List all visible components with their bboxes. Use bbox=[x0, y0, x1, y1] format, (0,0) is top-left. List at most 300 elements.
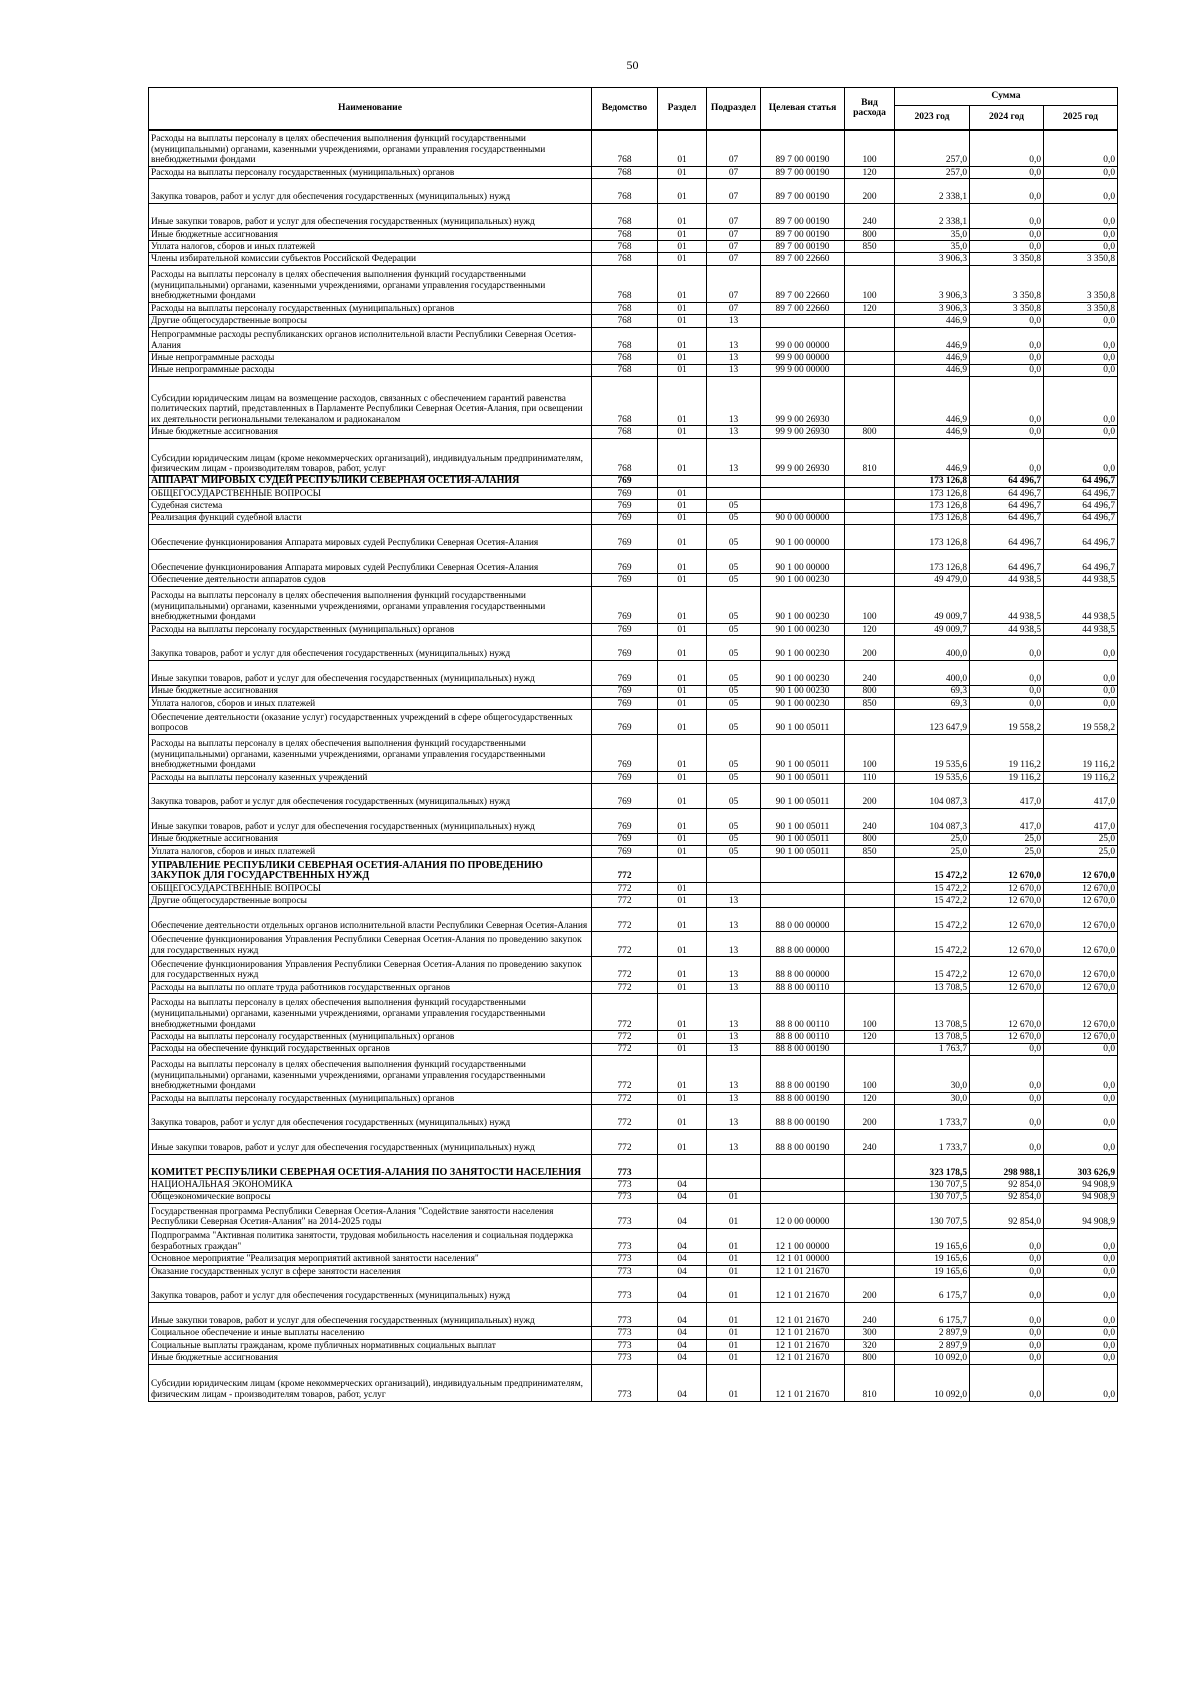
cell-pod: 01 bbox=[707, 1265, 761, 1277]
cell-name: Государственная программа Республики Северная Осетия-Алания "Содействие занятости населения Республики Северная Осетия-Алания" на 2014-2025 годы bbox=[149, 1204, 592, 1229]
cell-vid: 100 bbox=[845, 994, 895, 1031]
cell-s2: 0,0 bbox=[970, 426, 1044, 438]
cell-s3: 0,0 bbox=[1044, 1228, 1118, 1253]
cell-raz: 01 bbox=[658, 1043, 707, 1055]
cell-raz: 01 bbox=[658, 994, 707, 1031]
cell-ved: 768 bbox=[592, 228, 658, 240]
cell-name: Оказание государственных услуг в сфере занятости населения bbox=[149, 1265, 592, 1277]
cell-s1: 257,0 bbox=[895, 167, 970, 179]
cell-s3: 0,0 bbox=[1044, 228, 1118, 240]
cell-raz: 01 bbox=[658, 685, 707, 697]
cell-pod: 13 bbox=[707, 1092, 761, 1104]
table-row bbox=[149, 784, 1118, 809]
cell-vid: 200 bbox=[845, 1105, 895, 1130]
cell-s3: 44 938,5 bbox=[1044, 586, 1118, 623]
header-podrazdel: Подраздел bbox=[707, 88, 761, 130]
cell-cel: 90 1 00 05011 bbox=[761, 784, 845, 809]
cell-cel bbox=[761, 895, 845, 907]
cell-vid bbox=[845, 512, 895, 524]
table-row bbox=[149, 1191, 1118, 1203]
cell-cel: 12 1 01 21670 bbox=[761, 1278, 845, 1303]
cell-pod: 13 bbox=[707, 932, 761, 957]
table-row bbox=[149, 167, 1118, 179]
table-row bbox=[149, 846, 1118, 858]
cell-s1: 446,9 bbox=[895, 438, 970, 475]
cell-s1: 15 472,2 bbox=[895, 858, 970, 883]
cell-raz: 01 bbox=[658, 907, 707, 932]
cell-ved: 769 bbox=[592, 809, 658, 834]
cell-s1: 3 906,3 bbox=[895, 265, 970, 302]
cell-name: Другие общегосударственные вопросы bbox=[149, 895, 592, 907]
cell-name: Уплата налогов, сборов и иных платежей bbox=[149, 697, 592, 709]
cell-ved: 773 bbox=[592, 1278, 658, 1303]
cell-s1: 104 087,3 bbox=[895, 784, 970, 809]
cell-ved: 769 bbox=[592, 574, 658, 586]
cell-s2: 0,0 bbox=[970, 228, 1044, 240]
cell-ved: 772 bbox=[592, 1129, 658, 1154]
cell-raz: 04 bbox=[658, 1352, 707, 1364]
cell-s3: 64 496,7 bbox=[1044, 549, 1118, 574]
table-row bbox=[149, 352, 1118, 364]
cell-name: Реализация функций судебной власти bbox=[149, 512, 592, 524]
cell-cel: 12 1 00 00000 bbox=[761, 1228, 845, 1253]
cell-raz: 01 bbox=[658, 179, 707, 204]
cell-s1: 446,9 bbox=[895, 327, 970, 352]
cell-vid: 120 bbox=[845, 1092, 895, 1104]
cell-name: Общеэкономические вопросы bbox=[149, 1191, 592, 1203]
cell-s2: 0,0 bbox=[970, 1278, 1044, 1303]
cell-ved: 773 bbox=[592, 1339, 658, 1351]
cell-vid bbox=[845, 315, 895, 327]
cell-s3: 0,0 bbox=[1044, 204, 1118, 229]
cell-s3: 0,0 bbox=[1044, 1129, 1118, 1154]
cell-raz: 01 bbox=[658, 574, 707, 586]
cell-raz: 01 bbox=[658, 846, 707, 858]
cell-pod: 13 bbox=[707, 1055, 761, 1092]
cell-cel: 90 1 00 05011 bbox=[761, 833, 845, 845]
cell-s1: 323 178,5 bbox=[895, 1154, 970, 1179]
cell-ved: 773 bbox=[592, 1228, 658, 1253]
cell-raz: 04 bbox=[658, 1364, 707, 1401]
cell-vid: 850 bbox=[845, 241, 895, 253]
cell-raz: 04 bbox=[658, 1191, 707, 1203]
cell-pod: 05 bbox=[707, 500, 761, 512]
cell-s1: 257,0 bbox=[895, 130, 970, 167]
cell-ved: 769 bbox=[592, 771, 658, 783]
cell-s1: 173 126,8 bbox=[895, 549, 970, 574]
cell-s2: 92 854,0 bbox=[970, 1191, 1044, 1203]
cell-s3: 0,0 bbox=[1044, 1253, 1118, 1265]
cell-ved: 772 bbox=[592, 1105, 658, 1130]
cell-name: Социальное обеспечение и иные выплаты населению bbox=[149, 1327, 592, 1339]
cell-s2: 0,0 bbox=[970, 241, 1044, 253]
cell-ved: 772 bbox=[592, 1031, 658, 1043]
cell-vid: 120 bbox=[845, 623, 895, 635]
cell-name: Расходы на выплаты персоналу в целях обеспечения выполнения функций государственными (муниципальными) органами, казенными учреждениями, органами управления государственными внебюджетными фондами bbox=[149, 1055, 592, 1092]
cell-raz: 01 bbox=[658, 586, 707, 623]
cell-vid bbox=[845, 364, 895, 376]
cell-vid: 100 bbox=[845, 130, 895, 167]
cell-raz: 01 bbox=[658, 228, 707, 240]
cell-cel: 88 8 00 00190 bbox=[761, 1105, 845, 1130]
cell-s2: 64 496,7 bbox=[970, 500, 1044, 512]
cell-vid bbox=[845, 907, 895, 932]
cell-s1: 130 707,5 bbox=[895, 1179, 970, 1191]
cell-pod: 13 bbox=[707, 1043, 761, 1055]
cell-s3: 0,0 bbox=[1044, 1278, 1118, 1303]
cell-s1: 130 707,5 bbox=[895, 1191, 970, 1203]
cell-s2: 12 670,0 bbox=[970, 883, 1044, 895]
cell-s1: 173 126,8 bbox=[895, 512, 970, 524]
cell-cel: 90 1 00 05011 bbox=[761, 710, 845, 735]
cell-raz: 01 bbox=[658, 1031, 707, 1043]
cell-s3: 19 116,2 bbox=[1044, 771, 1118, 783]
cell-s2: 12 670,0 bbox=[970, 957, 1044, 982]
cell-pod: 13 bbox=[707, 981, 761, 993]
table-row bbox=[149, 1055, 1118, 1092]
cell-ved: 769 bbox=[592, 500, 658, 512]
cell-name: Расходы на выплаты персоналу в целях обеспечения выполнения функций государственными (муниципальными) органами, казенными учреждениями, органами управления государственными внебюджетными фондами bbox=[149, 586, 592, 623]
cell-cel: 88 8 00 00000 bbox=[761, 957, 845, 982]
cell-s3: 44 938,5 bbox=[1044, 623, 1118, 635]
cell-s1: 25,0 bbox=[895, 846, 970, 858]
cell-s1: 30,0 bbox=[895, 1055, 970, 1092]
cell-ved: 769 bbox=[592, 734, 658, 771]
cell-cel: 88 8 00 00110 bbox=[761, 1031, 845, 1043]
table-row bbox=[149, 1327, 1118, 1339]
cell-cel bbox=[761, 1154, 845, 1179]
cell-s2: 3 350,8 bbox=[970, 302, 1044, 314]
cell-pod: 01 bbox=[707, 1302, 761, 1327]
cell-pod: 13 bbox=[707, 895, 761, 907]
cell-cel: 89 7 00 00190 bbox=[761, 204, 845, 229]
cell-ved: 768 bbox=[592, 167, 658, 179]
cell-s2: 0,0 bbox=[970, 204, 1044, 229]
cell-s3: 12 670,0 bbox=[1044, 907, 1118, 932]
cell-vid: 120 bbox=[845, 1031, 895, 1043]
cell-s1: 69,3 bbox=[895, 697, 970, 709]
cell-s2: 0,0 bbox=[970, 1043, 1044, 1055]
cell-raz: 01 bbox=[658, 500, 707, 512]
cell-s1: 13 708,5 bbox=[895, 981, 970, 993]
cell-s2: 0,0 bbox=[970, 1092, 1044, 1104]
cell-cel: 88 0 00 00000 bbox=[761, 907, 845, 932]
cell-pod bbox=[707, 858, 761, 883]
cell-raz: 01 bbox=[658, 253, 707, 265]
cell-ved: 772 bbox=[592, 981, 658, 993]
cell-s1: 6 175,7 bbox=[895, 1302, 970, 1327]
cell-vid: 850 bbox=[845, 846, 895, 858]
cell-ved: 772 bbox=[592, 994, 658, 1031]
cell-cel bbox=[761, 1179, 845, 1191]
cell-raz: 01 bbox=[658, 512, 707, 524]
cell-vid: 200 bbox=[845, 179, 895, 204]
cell-ved: 768 bbox=[592, 253, 658, 265]
table-row bbox=[149, 1364, 1118, 1401]
table-row bbox=[149, 858, 1118, 883]
cell-raz: 01 bbox=[658, 315, 707, 327]
cell-raz: 01 bbox=[658, 327, 707, 352]
cell-vid: 810 bbox=[845, 438, 895, 475]
cell-name: Закупка товаров, работ и услуг для обеспечения государственных (муниципальных) нужд bbox=[149, 1105, 592, 1130]
table-row bbox=[149, 660, 1118, 685]
cell-s1: 446,9 bbox=[895, 315, 970, 327]
header-razdel: Раздел bbox=[658, 88, 707, 130]
cell-vid: 200 bbox=[845, 636, 895, 661]
cell-ved: 769 bbox=[592, 636, 658, 661]
cell-cel: 12 1 01 21670 bbox=[761, 1265, 845, 1277]
cell-s1: 2 897,9 bbox=[895, 1327, 970, 1339]
cell-ved: 768 bbox=[592, 302, 658, 314]
cell-vid bbox=[845, 858, 895, 883]
cell-ved: 769 bbox=[592, 475, 658, 487]
cell-ved: 768 bbox=[592, 352, 658, 364]
cell-name: Субсидии юридическим лицам (кроме некоммерческих организаций), индивидуальным предпринимателям, физическим лицам - производителям товаров, работ, услуг bbox=[149, 438, 592, 475]
cell-ved: 769 bbox=[592, 512, 658, 524]
cell-name: Обеспечение деятельности аппаратов судов bbox=[149, 574, 592, 586]
cell-vid: 320 bbox=[845, 1339, 895, 1351]
cell-vid: 110 bbox=[845, 771, 895, 783]
cell-pod: 05 bbox=[707, 833, 761, 845]
cell-s2: 0,0 bbox=[970, 1364, 1044, 1401]
cell-ved: 772 bbox=[592, 957, 658, 982]
cell-ved: 768 bbox=[592, 438, 658, 475]
cell-name: Иные закупки товаров, работ и услуг для обеспечения государственных (муниципальных) нужд bbox=[149, 809, 592, 834]
cell-s2: 0,0 bbox=[970, 1327, 1044, 1339]
cell-cel: 99 9 00 26930 bbox=[761, 376, 845, 425]
cell-cel: 12 1 01 21670 bbox=[761, 1352, 845, 1364]
table-body bbox=[149, 130, 1118, 1402]
cell-s1: 123 647,9 bbox=[895, 710, 970, 735]
cell-pod: 01 bbox=[707, 1364, 761, 1401]
cell-name: Обеспечение функционирования Управления Республики Северная Осетия-Алания по проведению закупок для государственных нужд bbox=[149, 957, 592, 982]
cell-cel: 88 8 00 00000 bbox=[761, 932, 845, 957]
table-row bbox=[149, 1265, 1118, 1277]
cell-ved: 769 bbox=[592, 846, 658, 858]
cell-s1: 173 126,8 bbox=[895, 525, 970, 550]
cell-s1: 446,9 bbox=[895, 426, 970, 438]
cell-cel bbox=[761, 488, 845, 500]
cell-s3: 0,0 bbox=[1044, 1352, 1118, 1364]
cell-pod: 05 bbox=[707, 574, 761, 586]
cell-pod: 13 bbox=[707, 1031, 761, 1043]
cell-s3: 12 670,0 bbox=[1044, 883, 1118, 895]
cell-name: КОМИТЕТ РЕСПУБЛИКИ СЕВЕРНАЯ ОСЕТИЯ-АЛАНИЯ ПО ЗАНЯТОСТИ НАСЕЛЕНИЯ bbox=[149, 1154, 592, 1179]
cell-s1: 173 126,8 bbox=[895, 488, 970, 500]
cell-vid: 100 bbox=[845, 734, 895, 771]
cell-name: Члены избирательной комиссии субъектов Российской Федерации bbox=[149, 253, 592, 265]
cell-ved: 772 bbox=[592, 1092, 658, 1104]
cell-s1: 19 165,6 bbox=[895, 1228, 970, 1253]
cell-cel: 89 7 00 22660 bbox=[761, 302, 845, 314]
table-row bbox=[149, 512, 1118, 524]
cell-s2: 25,0 bbox=[970, 846, 1044, 858]
cell-s3: 64 496,7 bbox=[1044, 475, 1118, 487]
cell-pod: 05 bbox=[707, 636, 761, 661]
cell-vid bbox=[845, 1043, 895, 1055]
cell-s2: 0,0 bbox=[970, 438, 1044, 475]
cell-name: Социальные выплаты гражданам, кроме публичных нормативных социальных выплат bbox=[149, 1339, 592, 1351]
cell-name: ОБЩЕГОСУДАРСТВЕННЫЕ ВОПРОСЫ bbox=[149, 883, 592, 895]
cell-s3: 0,0 bbox=[1044, 697, 1118, 709]
cell-raz: 01 bbox=[658, 784, 707, 809]
table-row bbox=[149, 685, 1118, 697]
table-row bbox=[149, 623, 1118, 635]
cell-raz: 01 bbox=[658, 488, 707, 500]
cell-cel bbox=[761, 475, 845, 487]
cell-s3: 0,0 bbox=[1044, 1339, 1118, 1351]
cell-raz: 04 bbox=[658, 1204, 707, 1229]
table-row bbox=[149, 809, 1118, 834]
cell-name: Расходы на выплаты персоналу в целях обеспечения выполнения функций государственными (муниципальными) органами, казенными учреждениями, органами управления государственными внебюджетными фондами bbox=[149, 994, 592, 1031]
cell-s1: 15 472,2 bbox=[895, 907, 970, 932]
cell-vid bbox=[845, 932, 895, 957]
cell-s3: 64 496,7 bbox=[1044, 512, 1118, 524]
cell-name: Иные бюджетные ассигнования bbox=[149, 228, 592, 240]
table-row bbox=[149, 1278, 1118, 1303]
cell-s3: 25,0 bbox=[1044, 846, 1118, 858]
cell-name: Обеспечение деятельности (оказание услуг) государственных учреждений в сфере общегосударственных вопросов bbox=[149, 710, 592, 735]
cell-vid bbox=[845, 981, 895, 993]
cell-s2: 25,0 bbox=[970, 833, 1044, 845]
cell-raz: 01 bbox=[658, 549, 707, 574]
table-row bbox=[149, 241, 1118, 253]
cell-pod: 01 bbox=[707, 1352, 761, 1364]
cell-s1: 400,0 bbox=[895, 660, 970, 685]
cell-vid bbox=[845, 500, 895, 512]
cell-ved: 773 bbox=[592, 1352, 658, 1364]
cell-ved: 769 bbox=[592, 525, 658, 550]
cell-cel: 90 1 00 00230 bbox=[761, 660, 845, 685]
cell-vid bbox=[845, 488, 895, 500]
cell-vid bbox=[845, 352, 895, 364]
cell-s2: 92 854,0 bbox=[970, 1204, 1044, 1229]
cell-pod: 13 bbox=[707, 327, 761, 352]
cell-pod: 13 bbox=[707, 426, 761, 438]
cell-name: Закупка товаров, работ и услуг для обеспечения государственных (муниципальных) нужд bbox=[149, 784, 592, 809]
cell-pod: 05 bbox=[707, 771, 761, 783]
cell-pod: 05 bbox=[707, 809, 761, 834]
cell-s2: 417,0 bbox=[970, 809, 1044, 834]
cell-s1: 49 009,7 bbox=[895, 623, 970, 635]
cell-name: АППАРАТ МИРОВЫХ СУДЕЙ РЕСПУБЛИКИ СЕВЕРНАЯ ОСЕТИЯ-АЛАНИЯ bbox=[149, 475, 592, 487]
cell-pod: 07 bbox=[707, 265, 761, 302]
cell-pod: 07 bbox=[707, 228, 761, 240]
cell-s1: 15 472,2 bbox=[895, 932, 970, 957]
table-row bbox=[149, 1092, 1118, 1104]
cell-pod bbox=[707, 488, 761, 500]
cell-ved: 768 bbox=[592, 364, 658, 376]
cell-ved: 769 bbox=[592, 586, 658, 623]
table-row bbox=[149, 130, 1118, 167]
cell-pod: 05 bbox=[707, 846, 761, 858]
cell-raz: 01 bbox=[658, 981, 707, 993]
cell-s1: 30,0 bbox=[895, 1092, 970, 1104]
cell-s2: 19 558,2 bbox=[970, 710, 1044, 735]
cell-s3: 0,0 bbox=[1044, 364, 1118, 376]
cell-name: Расходы на выплаты персоналу государственных (муниципальных) органов bbox=[149, 302, 592, 314]
cell-s2: 64 496,7 bbox=[970, 549, 1044, 574]
cell-vid: 100 bbox=[845, 586, 895, 623]
cell-vid: 120 bbox=[845, 302, 895, 314]
cell-pod bbox=[707, 1179, 761, 1191]
cell-ved: 768 bbox=[592, 265, 658, 302]
cell-vid: 200 bbox=[845, 784, 895, 809]
cell-pod: 07 bbox=[707, 179, 761, 204]
cell-ved: 772 bbox=[592, 907, 658, 932]
cell-pod: 13 bbox=[707, 364, 761, 376]
cell-s2: 3 350,8 bbox=[970, 253, 1044, 265]
cell-ved: 773 bbox=[592, 1327, 658, 1339]
table-row bbox=[149, 1339, 1118, 1351]
cell-raz: 04 bbox=[658, 1302, 707, 1327]
cell-s2: 0,0 bbox=[970, 1105, 1044, 1130]
cell-cel: 89 7 00 00190 bbox=[761, 228, 845, 240]
table-row bbox=[149, 315, 1118, 327]
cell-raz: 01 bbox=[658, 1092, 707, 1104]
cell-s2: 0,0 bbox=[970, 364, 1044, 376]
cell-s2: 417,0 bbox=[970, 784, 1044, 809]
cell-cel: 90 1 00 00230 bbox=[761, 685, 845, 697]
cell-cel: 90 1 00 00230 bbox=[761, 697, 845, 709]
table-row bbox=[149, 833, 1118, 845]
cell-s2: 0,0 bbox=[970, 1339, 1044, 1351]
cell-pod: 01 bbox=[707, 1253, 761, 1265]
cell-cel: 88 8 00 00190 bbox=[761, 1043, 845, 1055]
cell-s3: 0,0 bbox=[1044, 1043, 1118, 1055]
cell-ved: 769 bbox=[592, 685, 658, 697]
cell-s1: 3 906,3 bbox=[895, 302, 970, 314]
cell-s3: 12 670,0 bbox=[1044, 895, 1118, 907]
cell-s2: 0,0 bbox=[970, 1228, 1044, 1253]
cell-vid: 850 bbox=[845, 697, 895, 709]
table-row bbox=[149, 981, 1118, 993]
table-row bbox=[149, 907, 1118, 932]
cell-name: Уплата налогов, сборов и иных платежей bbox=[149, 846, 592, 858]
cell-vid bbox=[845, 376, 895, 425]
cell-raz: 01 bbox=[658, 1129, 707, 1154]
cell-s3: 0,0 bbox=[1044, 167, 1118, 179]
cell-name: Расходы на выплаты персоналу государственных (муниципальных) органов bbox=[149, 1092, 592, 1104]
cell-cel: 88 8 00 00110 bbox=[761, 981, 845, 993]
cell-s3: 12 670,0 bbox=[1044, 957, 1118, 982]
table-row bbox=[149, 1253, 1118, 1265]
table-row bbox=[149, 376, 1118, 425]
cell-name: Обеспечение функционирования Аппарата мировых судей Республики Северная Осетия-Алания bbox=[149, 549, 592, 574]
cell-pod: 05 bbox=[707, 697, 761, 709]
cell-s3: 25,0 bbox=[1044, 833, 1118, 845]
table-row bbox=[149, 549, 1118, 574]
table-row bbox=[149, 574, 1118, 586]
cell-s3: 19 116,2 bbox=[1044, 734, 1118, 771]
cell-pod: 13 bbox=[707, 352, 761, 364]
table-row bbox=[149, 994, 1118, 1031]
cell-s1: 49 479,0 bbox=[895, 574, 970, 586]
cell-name: Расходы на выплаты персоналу в целях обеспечения выполнения функций государственными (муниципальными) органами, казенными учреждениями, органами управления государственными внебюджетными фондами bbox=[149, 734, 592, 771]
cell-pod: 13 bbox=[707, 1105, 761, 1130]
cell-ved: 769 bbox=[592, 488, 658, 500]
cell-ved: 769 bbox=[592, 660, 658, 685]
cell-cel: 12 1 01 21670 bbox=[761, 1327, 845, 1339]
cell-ved: 768 bbox=[592, 426, 658, 438]
cell-name: Расходы на выплаты по оплате труда работников государственных органов bbox=[149, 981, 592, 993]
cell-ved: 769 bbox=[592, 710, 658, 735]
cell-pod bbox=[707, 883, 761, 895]
cell-s1: 15 472,2 bbox=[895, 883, 970, 895]
cell-name: Обеспечение функционирования Аппарата мировых судей Республики Северная Осетия-Алания bbox=[149, 525, 592, 550]
cell-name: Иные бюджетные ассигнования bbox=[149, 685, 592, 697]
cell-s3: 0,0 bbox=[1044, 660, 1118, 685]
